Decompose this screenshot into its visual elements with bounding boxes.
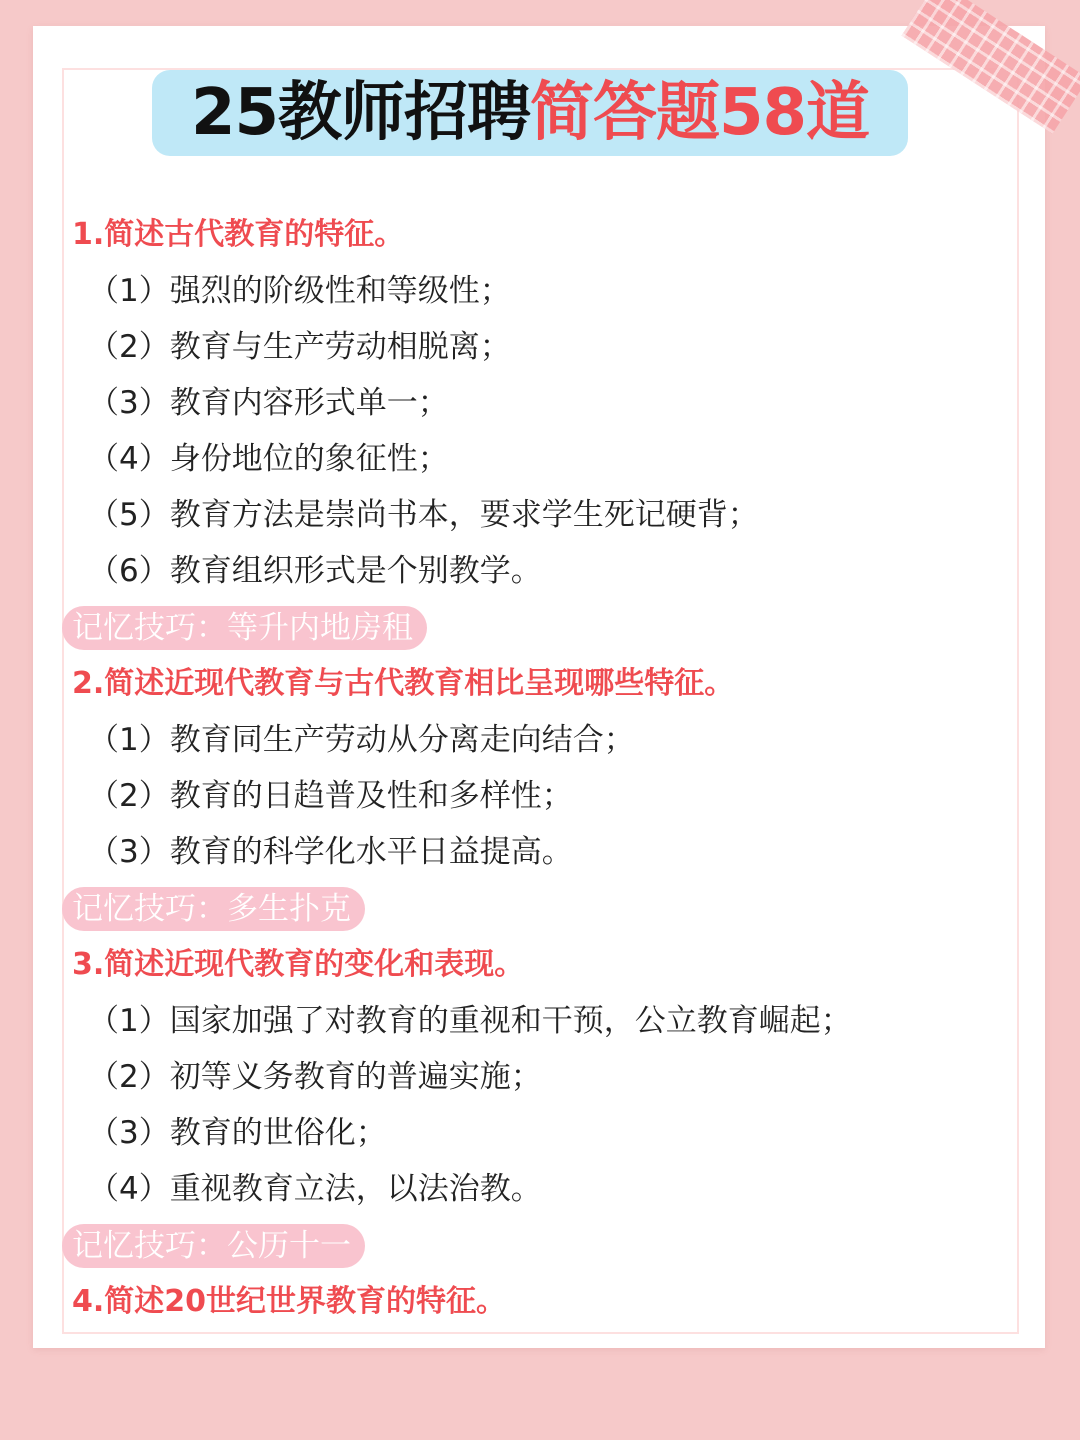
question-2-heading: 2.简述近现代教育与古代教育相比呈现哪些特征。 xyxy=(72,666,735,701)
answer-item: （6）教育组织形式是个别教学。 xyxy=(88,553,542,589)
page-title xyxy=(152,70,908,156)
answer-item: （3）教育内容形式单一； xyxy=(88,385,449,421)
answer-item: （1）教育同生产劳动从分离走向结合； xyxy=(88,722,635,758)
answer-item: （2）初等义务教育的普遍实施； xyxy=(88,1059,542,1095)
answer-item: （2）教育的日趋普及性和多样性； xyxy=(88,778,573,814)
title-part-red: 简答题58道 xyxy=(530,76,870,150)
answer-item: （2）教育与生产劳动相脱离； xyxy=(88,329,511,365)
question-3-heading: 3.简述近现代教育的变化和表现。 xyxy=(72,947,525,982)
memory-tip-badge: 记忆技巧：公历十一 xyxy=(62,1224,365,1268)
title-part-black: 25教师招聘 xyxy=(190,76,530,150)
memory-tip-badge: 记忆技巧：等升内地房租 xyxy=(62,606,427,650)
memory-tip-badge: 记忆技巧：多生扑克 xyxy=(62,887,365,931)
question-4-heading: 4.简述20世纪世界教育的特征。 xyxy=(72,1284,507,1319)
answer-item: （4）重视教育立法，以法治教。 xyxy=(88,1171,542,1207)
answer-item: （1）强烈的阶级性和等级性； xyxy=(88,273,511,309)
answer-item: （1）国家加强了对教育的重视和干预，公立教育崛起； xyxy=(88,1003,852,1039)
question-1-heading: 1.简述古代教育的特征。 xyxy=(72,217,405,252)
answer-item: （3）教育的世俗化； xyxy=(88,1115,387,1151)
answer-item: （3）教育的科学化水平日益提高。 xyxy=(88,834,573,870)
answer-item: （5）教育方法是崇尚书本，要求学生死记硬背； xyxy=(88,497,759,533)
answer-item: （4）身份地位的象征性； xyxy=(88,441,449,477)
